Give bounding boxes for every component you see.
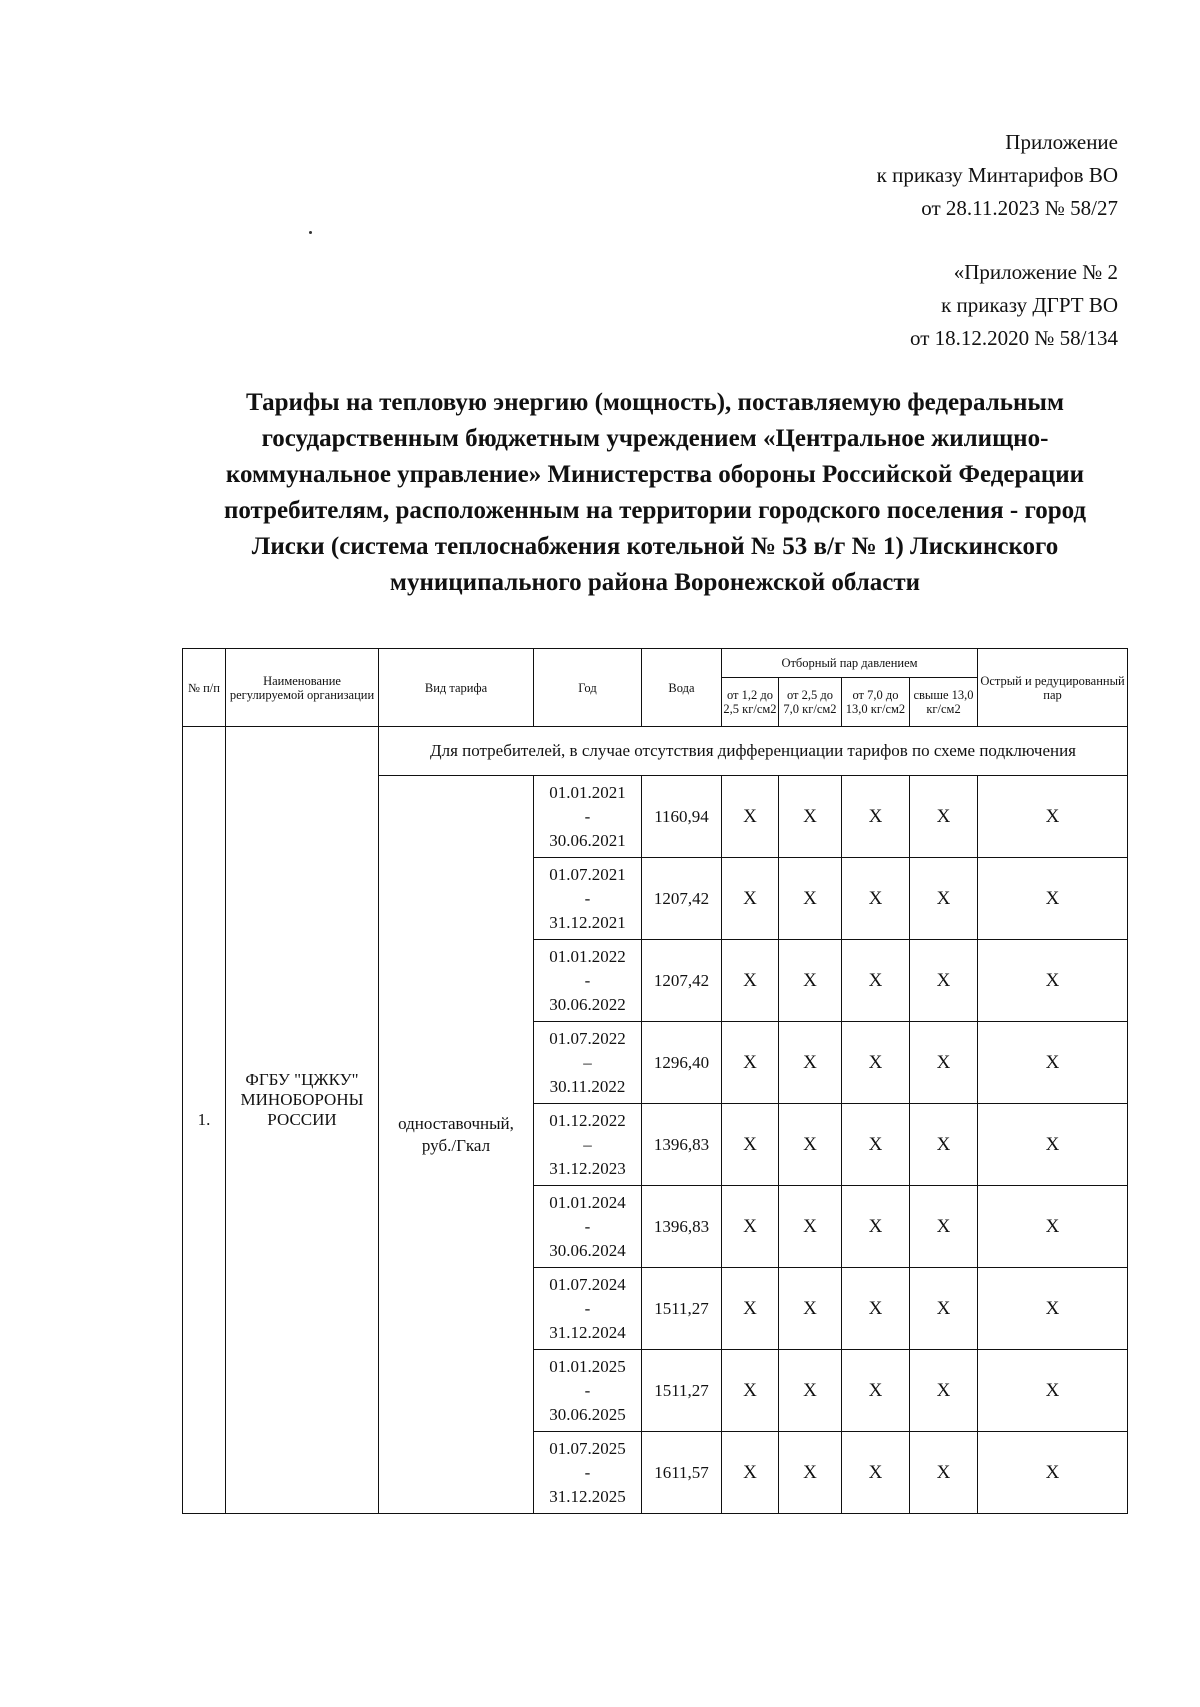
sharp-steam-value: X <box>978 1104 1128 1186</box>
title-line: муниципального района Воронежской области <box>389 569 921 596</box>
period-dash: - <box>584 1216 591 1236</box>
title-line: Тарифы на тепловую энергию (мощность), поставляемую федеральным <box>246 389 1064 416</box>
steam-3-value: X <box>842 940 910 1022</box>
steam-2-value: X <box>779 1104 842 1186</box>
water-value: 1296,40 <box>642 1022 722 1104</box>
sharp-steam-value: X <box>978 858 1128 940</box>
scan-speck <box>309 231 312 234</box>
header-steam-3: от 7,0 до 13,0 кг/см2 <box>842 678 910 727</box>
steam-4-value: X <box>910 1432 978 1514</box>
period-from: 01.07.2021 <box>549 864 626 884</box>
sharp-steam-value: X <box>978 1350 1128 1432</box>
period-from: 01.01.2025 <box>549 1356 626 1376</box>
steam-4-value: X <box>910 1104 978 1186</box>
title-line: потребителям, расположенным на территории городского поселения - город <box>223 497 1087 524</box>
organization-name: ФГБУ "ЦЖКУ" МИНОБОРОНЫ РОССИИ <box>226 727 379 1514</box>
period-dash: - <box>584 888 591 908</box>
steam-3-value: X <box>842 858 910 940</box>
steam-1-value: X <box>722 776 779 858</box>
period-to: 30.06.2021 <box>549 830 626 850</box>
period-from: 01.01.2021 <box>549 782 626 802</box>
period-to: 31.12.2021 <box>549 912 626 932</box>
period-from: 01.07.2024 <box>549 1274 626 1294</box>
header-steam-1: от 1,2 до 2,5 кг/см2 <box>722 678 779 727</box>
water-value: 1396,83 <box>642 1186 722 1268</box>
period-from: 01.12.2022 <box>549 1110 626 1130</box>
steam-4-value: X <box>910 1350 978 1432</box>
water-value: 1207,42 <box>642 940 722 1022</box>
period-cell <box>534 1432 642 1514</box>
appendix-quoted-line: от 18.12.2020 № 58/134 <box>909 326 1118 350</box>
period-from: 01.07.2022 <box>549 1028 626 1048</box>
steam-2-value: X <box>779 858 842 940</box>
sharp-steam-value: X <box>978 940 1128 1022</box>
sharp-steam-value: X <box>978 1022 1128 1104</box>
period-to: 31.12.2025 <box>549 1486 626 1506</box>
header-tariff-type: Вид тарифа <box>379 649 534 727</box>
steam-1-value: X <box>722 858 779 940</box>
header-sharp-steam: Острый и редуцированный пар <box>978 649 1128 727</box>
appendix-header-line: от 28.11.2023 № 58/27 <box>921 196 1118 220</box>
period-cell <box>534 858 642 940</box>
period-to: 30.06.2024 <box>549 1240 626 1260</box>
period-dash: - <box>584 1380 591 1400</box>
appendix-quoted-line: к приказу ДГРТ ВО <box>941 293 1118 317</box>
period-cell <box>534 1022 642 1104</box>
steam-3-value: X <box>842 1022 910 1104</box>
period-dash: - <box>584 1298 591 1318</box>
steam-4-value: X <box>910 940 978 1022</box>
water-value: 1511,27 <box>642 1350 722 1432</box>
appendix-header-line: к приказу Минтарифов ВО <box>876 163 1118 187</box>
appendix-quoted <box>910 256 1118 355</box>
tariff-type: одноставочный, руб./Гкал <box>379 776 534 1514</box>
period-cell <box>534 776 642 858</box>
sharp-steam-value: X <box>978 1186 1128 1268</box>
steam-3-value: X <box>842 1186 910 1268</box>
steam-2-value: X <box>779 1350 842 1432</box>
period-to: 30.06.2022 <box>549 994 626 1014</box>
header-steam-2: от 2,5 до 7,0 кг/см2 <box>779 678 842 727</box>
period-cell <box>534 1104 642 1186</box>
steam-3-value: X <box>842 776 910 858</box>
row-number: 1. <box>183 727 226 1514</box>
steam-1-value: X <box>722 1432 779 1514</box>
steam-1-value: X <box>722 1022 779 1104</box>
period-from: 01.07.2025 <box>549 1438 626 1458</box>
steam-1-value: X <box>722 1350 779 1432</box>
steam-2-value: X <box>779 1022 842 1104</box>
period-dash: – <box>583 1052 592 1072</box>
sharp-steam-value: X <box>978 1432 1128 1514</box>
steam-4-value: X <box>910 1022 978 1104</box>
header-num: № п/п <box>183 649 226 727</box>
steam-4-value: X <box>910 1268 978 1350</box>
document-title <box>180 385 1130 601</box>
steam-3-value: X <box>842 1350 910 1432</box>
appendix-quoted-line: «Приложение № 2 <box>953 260 1118 284</box>
header-water: Вода <box>642 649 722 727</box>
water-value: 1611,57 <box>642 1432 722 1514</box>
steam-1-value: X <box>722 1186 779 1268</box>
sharp-steam-value: X <box>978 1268 1128 1350</box>
steam-1-value: X <box>722 1104 779 1186</box>
appendix-header <box>877 126 1118 225</box>
steam-3-value: X <box>842 1268 910 1350</box>
header-year: Год <box>534 649 642 727</box>
steam-2-value: X <box>779 1432 842 1514</box>
steam-3-value: X <box>842 1432 910 1514</box>
steam-2-value: X <box>779 940 842 1022</box>
steam-1-value: X <box>722 1268 779 1350</box>
sharp-steam-value: X <box>978 776 1128 858</box>
period-cell <box>534 1350 642 1432</box>
period-from: 01.01.2022 <box>549 946 626 966</box>
steam-4-value: X <box>910 776 978 858</box>
header-steam-group: Отборный пар давлением <box>722 649 978 678</box>
period-dash: - <box>584 970 591 990</box>
period-cell <box>534 1186 642 1268</box>
steam-4-value: X <box>910 858 978 940</box>
header-steam-4: свыше 13,0 кг/см2 <box>910 678 978 727</box>
period-dash: - <box>584 806 591 826</box>
section-label: Для потребителей, в случае отсутствия дифференциации тарифов по схеме подключения <box>379 727 1128 776</box>
water-value: 1396,83 <box>642 1104 722 1186</box>
period-cell <box>534 1268 642 1350</box>
period-dash: - <box>584 1462 591 1482</box>
period-to: 31.12.2024 <box>549 1322 626 1342</box>
title-line: коммунальное управление» Министерства обороны Российской Федерации <box>225 461 1085 488</box>
steam-4-value: X <box>910 1186 978 1268</box>
period-to: 31.12.2023 <box>549 1158 626 1178</box>
period-from: 01.01.2024 <box>549 1192 626 1212</box>
period-to: 30.11.2022 <box>549 1076 626 1096</box>
tariff-table <box>182 648 1128 1514</box>
title-line: государственным бюджетным учреждением «Центральное жилищно- <box>261 425 1049 452</box>
period-cell <box>534 940 642 1022</box>
water-value: 1207,42 <box>642 858 722 940</box>
steam-3-value: X <box>842 1104 910 1186</box>
steam-1-value: X <box>722 940 779 1022</box>
water-value: 1511,27 <box>642 1268 722 1350</box>
period-to: 30.06.2025 <box>549 1404 626 1424</box>
header-org: Наименование регулируемой организации <box>226 649 379 727</box>
title-line: Лиски (система теплоснабжения котельной № 53 в/г № 1) Лискинского <box>251 533 1059 560</box>
water-value: 1160,94 <box>642 776 722 858</box>
steam-2-value: X <box>779 1268 842 1350</box>
appendix-header-line: Приложение <box>1005 130 1118 154</box>
steam-2-value: X <box>779 776 842 858</box>
steam-2-value: X <box>779 1186 842 1268</box>
period-dash: – <box>583 1134 592 1154</box>
